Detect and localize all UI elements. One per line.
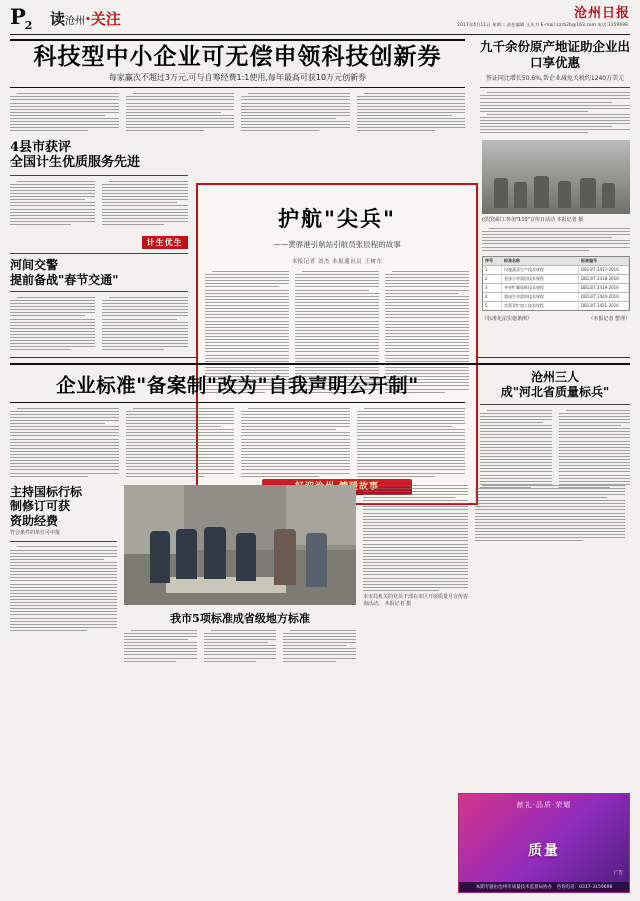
section-city: 沧州 — [65, 16, 86, 27]
section-title — [50, 8, 121, 29]
body-column — [480, 410, 552, 490]
table-row — [483, 266, 629, 275]
divider — [480, 404, 630, 405]
stamp-wrap — [10, 230, 188, 249]
left-story-1-headline — [10, 140, 188, 171]
folio-letter: P — [10, 4, 25, 29]
bottom-photo-caption: 本市局机关的党员干部在市区开展质量月宣传咨询活动。 本报记者 摄 — [363, 593, 469, 608]
left-story-2-line2: 提前备战"春节交通" — [10, 272, 119, 287]
table-cell: 3 — [483, 284, 502, 292]
advertisement[interactable] — [458, 793, 630, 893]
table-row — [483, 293, 629, 302]
photo-person — [236, 533, 256, 581]
feature-title: 护航"尖兵" — [278, 206, 396, 231]
table-cell: 2 — [483, 275, 502, 283]
body-column — [10, 408, 119, 479]
table-footnotes — [482, 313, 630, 324]
photo-figure — [602, 183, 615, 208]
left-story-2-body — [10, 297, 188, 353]
table-row — [483, 275, 629, 284]
bottom-left-line3: 资助经费 — [10, 513, 59, 528]
bottom-left-column — [10, 485, 117, 664]
table-cell: 冬枣贮藏保鲜技术规程 — [502, 284, 579, 292]
mid-right-headline — [480, 370, 630, 400]
photo-person — [176, 529, 197, 579]
mid-right-story — [480, 370, 630, 490]
photo-figure — [580, 178, 596, 208]
table-cell: DB13/T 2420-2016 — [579, 293, 629, 301]
table-cell: DB13/T 2419-2016 — [579, 284, 629, 292]
table-cell: DB13/T 2421-2016 — [579, 302, 629, 310]
bottom-left-line2: 制修订可获 — [10, 499, 71, 514]
table-header-cell: 标准编号 — [579, 257, 629, 265]
section-stamp: 计生优生 — [142, 236, 188, 249]
body-column — [126, 93, 235, 133]
mid-block — [10, 363, 630, 664]
bottom-photo-body — [124, 630, 356, 664]
left-story-1-line1: 4县市获评 — [10, 139, 72, 155]
ad-tagline: 献礼·品质·荣耀 — [516, 801, 572, 809]
folio-number: 2 — [24, 19, 32, 33]
top-story-subhead: 每家赢次不超过3万元,可与自筹经费1:1使用,每年最高可获10万元创新券 — [108, 73, 367, 83]
feature-subtitle: ——黄骅港引航站引航员张辰程的故事 — [273, 240, 401, 249]
body-column — [357, 408, 466, 479]
masthead — [10, 0, 630, 35]
top-right-story — [480, 39, 630, 136]
left-story-2-headline — [10, 258, 188, 287]
table-cell: 4 — [483, 293, 502, 301]
photo-figure — [534, 176, 549, 208]
body-column — [475, 485, 625, 542]
body-column — [102, 181, 187, 227]
right-column-body — [482, 228, 630, 251]
table-header-cell: 序号 — [483, 257, 502, 265]
body-column — [126, 408, 235, 479]
photo-person — [306, 533, 327, 587]
bottom-middle-right-column — [363, 485, 468, 664]
section-dot: · — [85, 10, 91, 28]
bottom-photo-wrap — [124, 485, 356, 664]
bottom-right-column — [475, 485, 625, 664]
masthead-meta: 2017年4月11日 星期二 责任编辑 王庆刀 E-mail:czrb2b@163.com 电话:3159698 — [457, 22, 628, 27]
divider — [480, 87, 630, 88]
table-cell: DB13/T 2418-2016 — [579, 275, 629, 283]
body-column — [241, 408, 350, 479]
bottom-left-headline — [10, 485, 117, 528]
body-column — [10, 546, 117, 631]
top-right-body — [480, 92, 630, 133]
page-folio — [10, 4, 31, 32]
body-column — [10, 93, 119, 133]
mid-right-line1: 沧州三人 — [530, 369, 579, 384]
photo-figure — [558, 181, 571, 208]
photo-figure — [494, 178, 508, 208]
photo-person — [274, 529, 296, 585]
table-header-cell: 标准名称 — [502, 257, 579, 265]
table-footer-left: 《标准化法实施条例》 — [481, 315, 532, 322]
left-story-1-body — [10, 181, 188, 227]
table-cell: 金丝小枣栽培技术规程 — [502, 275, 579, 283]
body-column — [559, 410, 631, 490]
divider — [10, 175, 188, 176]
top-right-subhead: 签证同比增长50.6%,帮企业减免关税约1240万美元 — [485, 75, 625, 83]
table-cell: 5 — [483, 302, 502, 310]
mid-right-line2: 成"河北省质量标兵" — [500, 384, 610, 399]
section-focus: 关注 — [90, 10, 121, 28]
top-story-body-columns — [10, 93, 465, 133]
table-cell: 1 — [483, 266, 502, 274]
photo-table — [166, 577, 286, 593]
table-cell: DB13/T 2417-2016 — [579, 266, 629, 274]
body-column — [10, 297, 95, 353]
body-column — [10, 181, 95, 227]
divider — [10, 541, 117, 542]
body-column — [357, 93, 466, 133]
table-cell: 苜蓿青贮加工技术规程 — [502, 302, 579, 310]
body-column — [363, 485, 468, 591]
section-prefix: 读 — [50, 10, 66, 28]
table-row — [483, 284, 629, 293]
photo-person — [150, 531, 170, 583]
mid-story-body-columns — [10, 408, 465, 479]
divider — [10, 291, 188, 292]
left-story-2-line1: 河间交警 — [10, 258, 59, 273]
body-column — [102, 297, 187, 353]
body-column — [124, 630, 197, 664]
top-story-headline: 科技型中小企业可无偿申领科技创新券 — [33, 43, 442, 70]
bottom-area — [10, 485, 630, 664]
bottom-left-subhead: 符合条件的单位可申报 — [10, 529, 61, 536]
ad-footer: 本期专题由沧州市质量技术监督局协办 咨询电话：0317-3159698 — [459, 882, 629, 892]
top-right-headline: 九千余份原产地证助企业出口享优惠 — [480, 39, 631, 70]
news-photo-bottom — [124, 485, 356, 605]
table-header-row — [483, 257, 629, 266]
body-column — [241, 93, 350, 133]
photo-figure — [514, 182, 527, 208]
feature-byline: 本报记者 刘杰 本报通讯员 王树东 — [291, 259, 383, 265]
body-column — [204, 630, 277, 664]
bottom-photo-headline: 我市5项标准成省级地方标准 — [170, 611, 310, 625]
top-story-headline-box — [10, 39, 465, 88]
photo-caption: (供图)职工参加"110"宣传日活动 本报记者 摄 — [481, 216, 584, 223]
bottom-left-line1: 主持国标行标 — [10, 484, 83, 499]
left-column — [10, 140, 188, 353]
right-photo-column — [482, 140, 630, 353]
news-photo-top — [482, 140, 630, 214]
standards-mini-table — [482, 256, 630, 311]
ad-title: 质量 — [528, 843, 560, 859]
body-column — [283, 630, 356, 664]
mid-story-headline: 企业标准"备案制"改为"自我声明公开制" — [10, 370, 465, 403]
table-cell: 梨园生草栽培技术规程 — [502, 293, 579, 301]
table-cell: 设施蔬菜生产技术规程 — [502, 266, 579, 274]
ad-badge: 广告 — [614, 871, 623, 876]
photo-person — [204, 527, 226, 579]
newspaper-nameplate: 沧州日报 — [573, 6, 630, 21]
table-row — [483, 302, 629, 310]
mid-right-body — [480, 410, 630, 490]
divider — [10, 253, 188, 254]
table-footer-right: （本报记者 整理） — [588, 315, 630, 322]
left-story-1-line2: 全国计生优质服务先进 — [10, 155, 141, 171]
